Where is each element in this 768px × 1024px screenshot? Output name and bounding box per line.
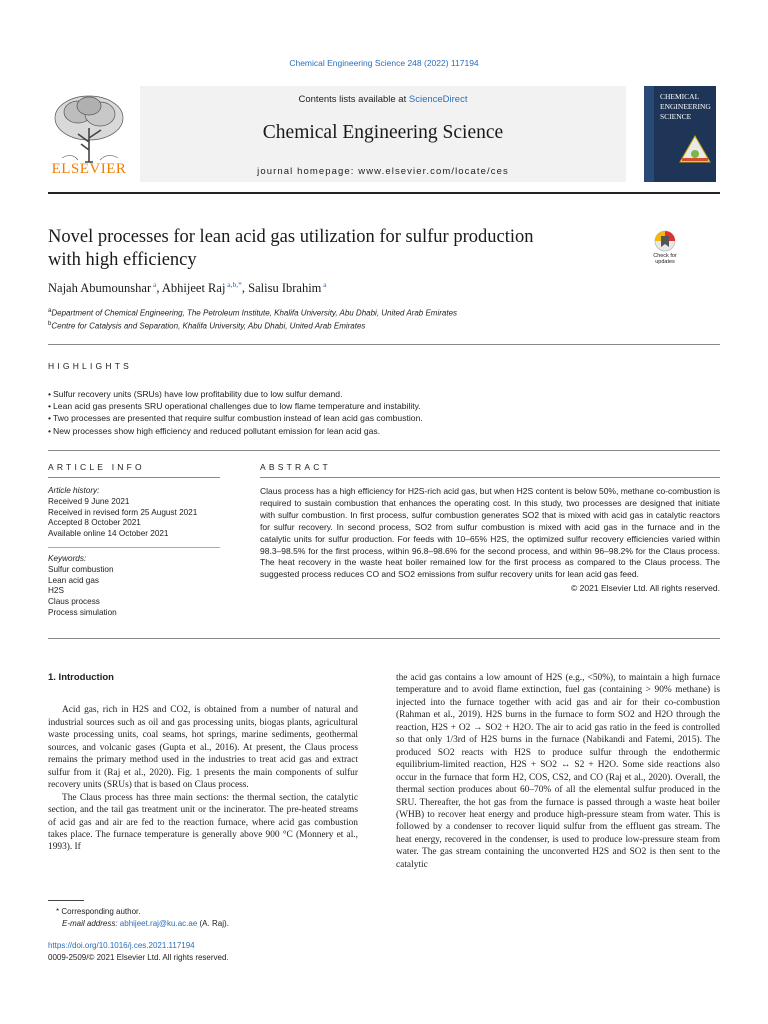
history-item: Available online 14 October 2021 xyxy=(48,529,169,539)
masthead-banner xyxy=(140,86,626,182)
author-name[interactable]: Abhijeet Raj xyxy=(161,281,226,296)
bottom-info xyxy=(48,940,229,963)
keyword: Process simulation xyxy=(48,607,117,617)
contents-line xyxy=(140,94,626,105)
author-sup[interactable]: a xyxy=(152,280,157,289)
keyword: H2S xyxy=(48,586,64,596)
contents-prefix: Contents lists available at xyxy=(298,94,409,105)
history-item: Received 9 June 2021 xyxy=(48,496,130,506)
author-name[interactable]: Salisu Ibrahim xyxy=(248,281,322,296)
abstract-text: Claus process has a high efficiency for H2S-rich acid gas, but when H2S content is below 50%, methane co-combustion is required to sustain combustion that enhances the operating cost. In this study, two processes are designed that initiate with sulfur combustion. In first process, sulfur combustion generates SO2 that is mixed with acid gas in catalytic reactors for sulfur recovery. In second process, SO2 from sulfur combustion is mixed with acid gas in the furnace and in the catalytic units for sulfur production. For feeds with 10–65% H2S, the optimized sulfur recovery efficiencies varied within 98.3–98.5% for the first process, within 96.8–98.6% for the second process, and within 96–98.2% for the Claus process. The heat recovery in the waste heat boiler remained low for the first process as compared to the Claus process. The suggested process reduces CO and SO2 emissions from sulfur recovery units for lean acid gas feed. © 2021 Elsevier Ltd. All rights reserved. xyxy=(260,486,720,594)
paragraph: The Claus process has three main sections: the thermal section, the catalytic section, and the tail gas treatment unit or the incinerator. The pre-heated streams of acid gas and air are fed to the reaction furnace, where acid gas combustion takes place. The furnace temperature is generally above 900 °C (Monnery et al., 1993). If xyxy=(48,792,358,853)
divider xyxy=(260,477,720,478)
history-item: Received in revised form 25 August 2021 xyxy=(48,507,198,517)
divider xyxy=(48,477,220,478)
issn-line: 0009-2509/© 2021 Elsevier Ltd. All rights reserved. xyxy=(48,952,229,962)
journal-citation-link[interactable]: Chemical Engineering Science 248 (2022) 117194 xyxy=(289,58,479,68)
elsevier-logo xyxy=(48,92,130,184)
abstract-copyright: © 2021 Elsevier Ltd. All rights reserved. xyxy=(571,583,720,594)
author-list: Najah Abumounshar $^a$, Abhijeet Raj $^{a,b,*}$, Salisu Ibrahim $^a$ xyxy=(48,280,327,296)
doi-link[interactable]: https://doi.org/10.1016/j.ces.2021.117194 xyxy=(48,941,195,950)
masthead-rule xyxy=(48,192,720,194)
affiliation: $^b$Centre for Catalysis and Separation, Khalifa University, Abu Dhabi, United Arab Emirates xyxy=(48,321,366,331)
divider xyxy=(48,344,720,345)
crossmark-label: Check for updates xyxy=(653,253,677,265)
paragraph: Acid gas, rich in H2S and CO2, is obtained from a number of natural and industrial sources such as oil and gas processing units, biogas plants, agricultural waste processing units, coal seams, hot springs, marine sediments, geothermal sources, and volcanic gases (Gupta et al., 2016). At present, the Claus process remains the primary method used in the industries to treat acid gas and extract sulfur from it (Raj et al., 2020). Fig. 1 presents the main components of sulfur recovery units (SRUs) that is based on Claus process. xyxy=(48,705,358,791)
author-name[interactable]: Najah Abumounshar xyxy=(48,281,152,296)
article-title: Novel processes for lean acid gas utilization for sulfur production with high efficiency xyxy=(48,227,534,270)
affiliations xyxy=(48,306,457,332)
keyword: Lean acid gas xyxy=(48,575,99,585)
body-column-left xyxy=(48,672,358,854)
journal-title: Chemical Engineering Science xyxy=(262,122,504,143)
cover-title: CHEMICAL ENGINEERING SCIENCE xyxy=(660,92,711,121)
affiliation: $^a$Department of Chemical Engineering, The Petroleum Institute, Khalifa University, Abu Dhabi, United Arab Emirates xyxy=(48,308,458,318)
highlights-heading: HIGHLIGHTS xyxy=(48,361,132,371)
abstract-heading: ABSTRACT xyxy=(260,462,331,472)
list-item: • Two processes are presented that require sulfur combustion instead of lean acid gas combustion. xyxy=(48,412,720,424)
journal-homepage[interactable]: journal homepage: www.elsevier.com/locate/ces xyxy=(257,166,509,177)
author-sup[interactable]: a xyxy=(323,280,327,289)
body-column-right xyxy=(396,672,720,871)
email-link[interactable]: abhijeet.raj@ku.ac.ae xyxy=(119,919,198,928)
sciencedirect-link[interactable]: ScienceDirect xyxy=(408,94,468,105)
masthead xyxy=(48,86,720,188)
keywords-title: Keywords: xyxy=(48,553,87,563)
history-title: Article history: xyxy=(48,486,100,495)
footnote-rule xyxy=(48,900,84,901)
elsevier-tree-icon xyxy=(48,92,130,166)
crossmark-icon xyxy=(645,230,685,254)
paragraph: the acid gas contains a low amount of H2S (e.g., <50%), to maintain a high furnace temperature and to avoid flame extinction, fuel gas (containing > 90% methane) is injected into the furnace together with acid gas and air for their co-combustion (Rahman et al., 2019). H2S burns in the furnace to form SO2 and H2O through the reaction, H2S + O2 → SO2 + H2O. The air to acid gas ratio in the feed is controlled so that only 1/3rd of H2S burns in the furnace (Nabikandi and Fatemi, 2015). The produced SO2 reacts with H2S to produce sulfur through the endothermic equilibrium-limited reaction, H2S + SO2 ↔ S2 + H2O. Some side reactions also occur in the furnace that form H2, COS, CS2, and CO (Raj et al., 2020). Overall, the thermal section produces about 60–70% of all the elemental sulfur produced in the SRU. Thereafter, the hot gas from the furnace is passed through a waste heat boiler (WHB) to recover heat energy and produce high-pressure steam from water. This is followed by a condenser to recover liquid sulfur from the effluent gas stream. The heat energy, recovered in the condenser, is used to produce low-pressure steam from water. The gas stream containing the unconverted H2S and SO2 is then sent to the catalytic xyxy=(396,673,720,870)
highlights-list xyxy=(48,388,720,437)
author-sup[interactable]: a,b,* xyxy=(227,280,242,289)
article-info xyxy=(48,486,220,619)
list-item: • Lean acid gas presents SRU operational challenges due to low flame temperature and instability. xyxy=(48,400,720,412)
divider xyxy=(48,547,220,548)
divider xyxy=(48,638,720,639)
journal-cover-image xyxy=(644,86,716,182)
keyword: Claus process xyxy=(48,597,100,607)
cover-graphic-icon xyxy=(678,134,712,166)
section-heading: 1. Introduction xyxy=(48,672,114,683)
check-for-updates-button[interactable] xyxy=(645,230,685,270)
elsevier-wordmark: ELSEVIER xyxy=(51,161,127,177)
footnote: * Corresponding author. E-mail address: abhijeet.raj@ku.ac.ae (A. Raj). xyxy=(56,907,229,928)
history-item: Accepted 8 October 2021 xyxy=(48,518,141,528)
cover-strip xyxy=(644,86,654,182)
list-item: • Sulfur recovery units (SRUs) have low profitability due to low sulfur demand. xyxy=(48,388,720,400)
list-item: • New processes show high efficiency and reduced pollutant emission for lean acid gas. xyxy=(48,425,720,437)
divider xyxy=(48,450,720,451)
article-info-heading: ARTICLE INFO xyxy=(48,462,145,472)
keyword: Sulfur combustion xyxy=(48,564,114,574)
